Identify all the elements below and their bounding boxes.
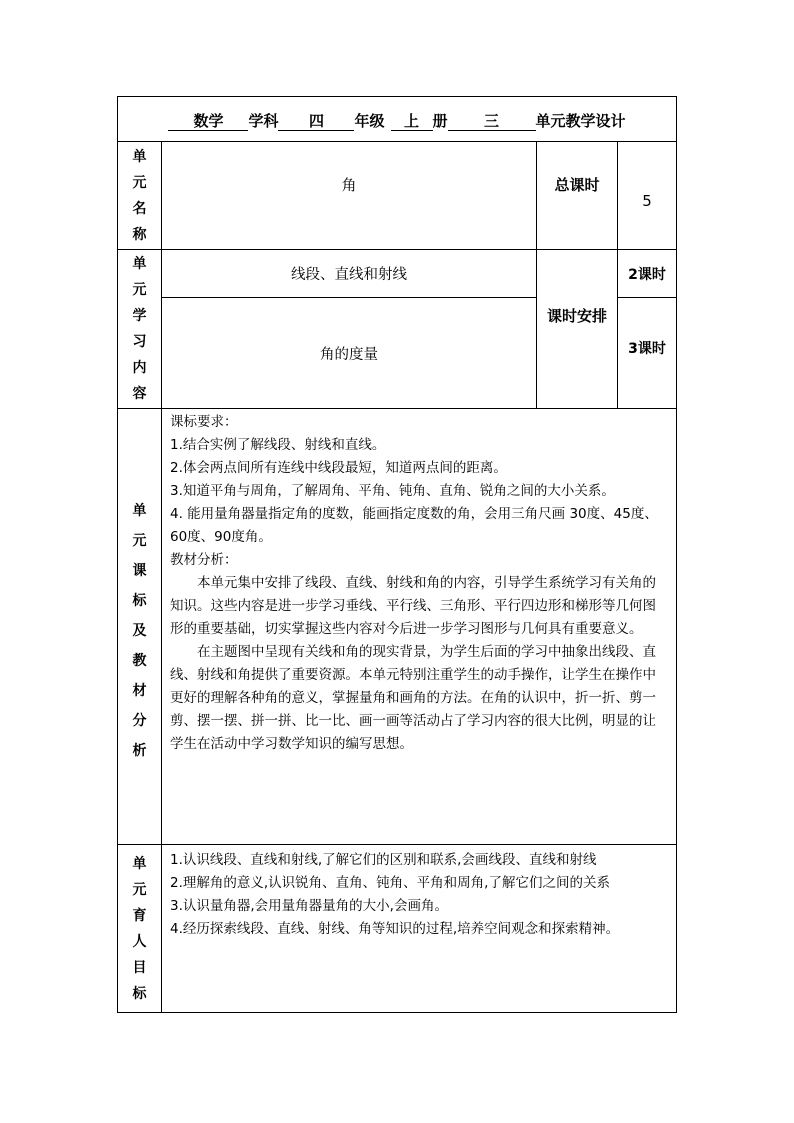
content-hours-1: 2课时 [618, 250, 677, 298]
unit-suffix: 单元教学设计 [535, 112, 626, 130]
goal-item: 1.认识线段、直线和射线,了解它们的区别和联系,会画线段、直线和射线 [170, 852, 597, 868]
unit-content-label: 单 元 学 习 内 容 [118, 250, 162, 409]
goal-item: 4.经历探索线段、直线、射线、角等知识的过程,培养空间观念和探索精神。 [170, 921, 620, 937]
standard-item: 2.体会两点间所有连线中线段最短，知道两点间的距离。 [170, 460, 507, 476]
title-cell [118, 97, 677, 142]
volume-field: 上 [391, 112, 433, 131]
goal-item: 3.认识量角器,会用量角器量角的大小,会画角。 [170, 898, 448, 914]
subject-suffix: 学科 [248, 112, 279, 130]
grade-field: 四 [278, 112, 354, 131]
lesson-design-document [117, 96, 676, 1013]
unit-name-label: 单 元 名 称 [118, 142, 162, 250]
total-hours-value: 5 [618, 142, 677, 250]
goals-content [162, 845, 677, 1013]
standard-item: 1.结合实例了解线段、射线和直线。 [170, 437, 386, 453]
textbook-heading: 教材分析： [170, 552, 238, 568]
goals-label: 单 元 育 人 目 标 [118, 845, 162, 1013]
analysis-content [162, 409, 677, 845]
subject-field: 数学 [168, 112, 248, 131]
standards-heading: 课标要求： [170, 414, 238, 430]
schedule-label: 课时安排 [537, 250, 618, 409]
volume-suffix: 册 [432, 112, 448, 130]
document-title [118, 97, 676, 141]
content-hours-2: 3课时 [618, 298, 677, 409]
unit-field: 三 [448, 112, 536, 131]
analysis-label: 单 元 课 标 及 教 材 分 析 [118, 409, 162, 845]
standard-item: 4. 能用量角器量指定角的度数，能画指定度数的角，会用三角尺画 30度、45度、60度、90度角。 [170, 506, 658, 545]
total-hours-label: 总课时 [537, 142, 618, 250]
content-item-1: 线段、直线和射线 [162, 250, 537, 298]
grade-suffix: 年级 [354, 112, 385, 130]
unit-name-value: 角 [162, 142, 537, 250]
unit-design-table [117, 96, 677, 1013]
content-item-2: 角的度量 [162, 298, 537, 409]
standard-item: 3.知道平角与周角，了解周角、平角、钝角、直角、锐角之间的大小关系。 [170, 483, 615, 499]
textbook-paragraph: 在主题图中呈现有关线和角的现实背景，为学生后面的学习中抽象出线段、直线、射线和角提供了重要资源。本单元特别注重学生的动手操作，让学生在操作中更好的理解各种角的意义，掌握量角和画角的方法。在角的认识中，折一折、剪一剪、摆一摆、拼一拼、比一比、画一画等活动占了学习内容的很大比例，明显的让学生在活动中学习数学知识的编写思想。 [170, 644, 656, 752]
textbook-paragraph: 本单元集中安排了线段、直线、射线和角的内容，引导学生系统学习有关角的知识。这些内容是进一步学习垂线、平行线、三角形、平行四边形和梯形等几何图形的重要基础，切实掌握这些内容对今后进一步学习图形与几何具有重要意义。 [170, 575, 656, 637]
goal-item: 2.理解角的意义,认识锐角、直角、钝角、平角和周角,了解它们之间的关系 [170, 875, 610, 891]
